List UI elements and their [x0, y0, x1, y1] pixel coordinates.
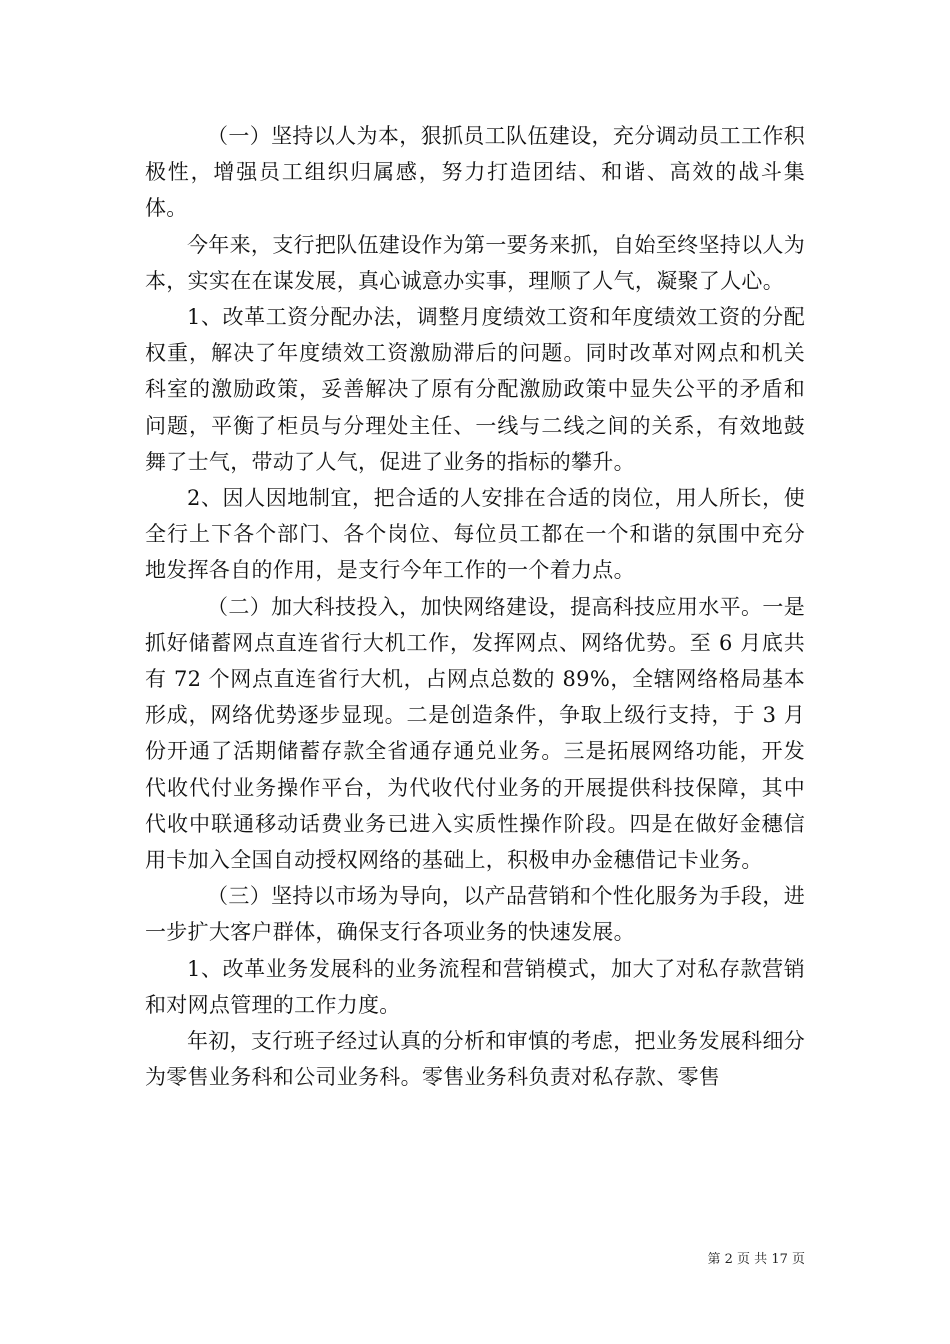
paragraph: 今年来，支行把队伍建设作为第一要务来抓，自始至终坚持以人为本，实实在在谋发展，真心诚意办实事，理顺了人气，凝聚了人心。	[145, 232, 805, 293]
page-number: 第 2 页 共 17 页	[707, 1252, 805, 1267]
document-body	[145, 118, 805, 1095]
section-heading-2: （二）加大科技投入，加快网络建设，提高科技应用水平。一是抓好储蓄网点直连省行大机工作，发挥网点、网络优势。至 6 月底共有 72 个网点直连省行大机，占网点总数的 89%，全辖网络格局基本形成，网络优势逐步显现。二是创造条件，争取上级行支持，于 3 月份开通了活期储蓄存款全省通存通兑业务。三是拓展网络功能，开发代收代付业务操作平台，为代收代付业务的开展提供科技保障，其中代收中联通移动话费业务已进入实质性操作阶段。四是在做好金穗信用卡加入全国自动授权网络的基础上，积极申办金穗借记卡业务。	[145, 594, 805, 873]
section-heading-3: （三）坚持以市场为导向，以产品营销和个性化服务为手段，进一步扩大客户群体，确保支行各项业务的快速发展。	[145, 884, 805, 945]
paragraph: 2、因人因地制宜，把合适的人安排在合适的岗位，用人所长，使全行上下各个部门、各个岗位、每位员工都在一个和谐的氛围中充分地发挥各自的作用，是支行今年工作的一个着力点。	[145, 486, 805, 583]
paragraph: 1、改革工资分配办法，调整月度绩效工资和年度绩效工资的分配权重，解决了年度绩效工资激励滞后的问题。同时改革对网点和机关科室的激励政策，妥善解决了原有分配激励政策中显失公平的矛盾和问题，平衡了柜员与分理处主任、一线与二线之间的关系，有效地鼓舞了士气，带动了人气，促进了业务的指标的攀升。	[145, 305, 805, 474]
paragraph: 年初，支行班子经过认真的分析和审慎的考虑，把业务发展科细分为零售业务科和公司业务科。零售业务科负责对私存款、零售	[145, 1029, 805, 1090]
paragraph: 1、改革业务发展科的业务流程和营销模式，加大了对私存款营销和对网点管理的工作力度。	[145, 956, 805, 1017]
section-heading-1: （一）坚持以人为本，狠抓员工队伍建设，充分调动员工工作积极性，增强员工组织归属感，努力打造团结、和谐、高效的战斗集体。	[145, 124, 805, 221]
